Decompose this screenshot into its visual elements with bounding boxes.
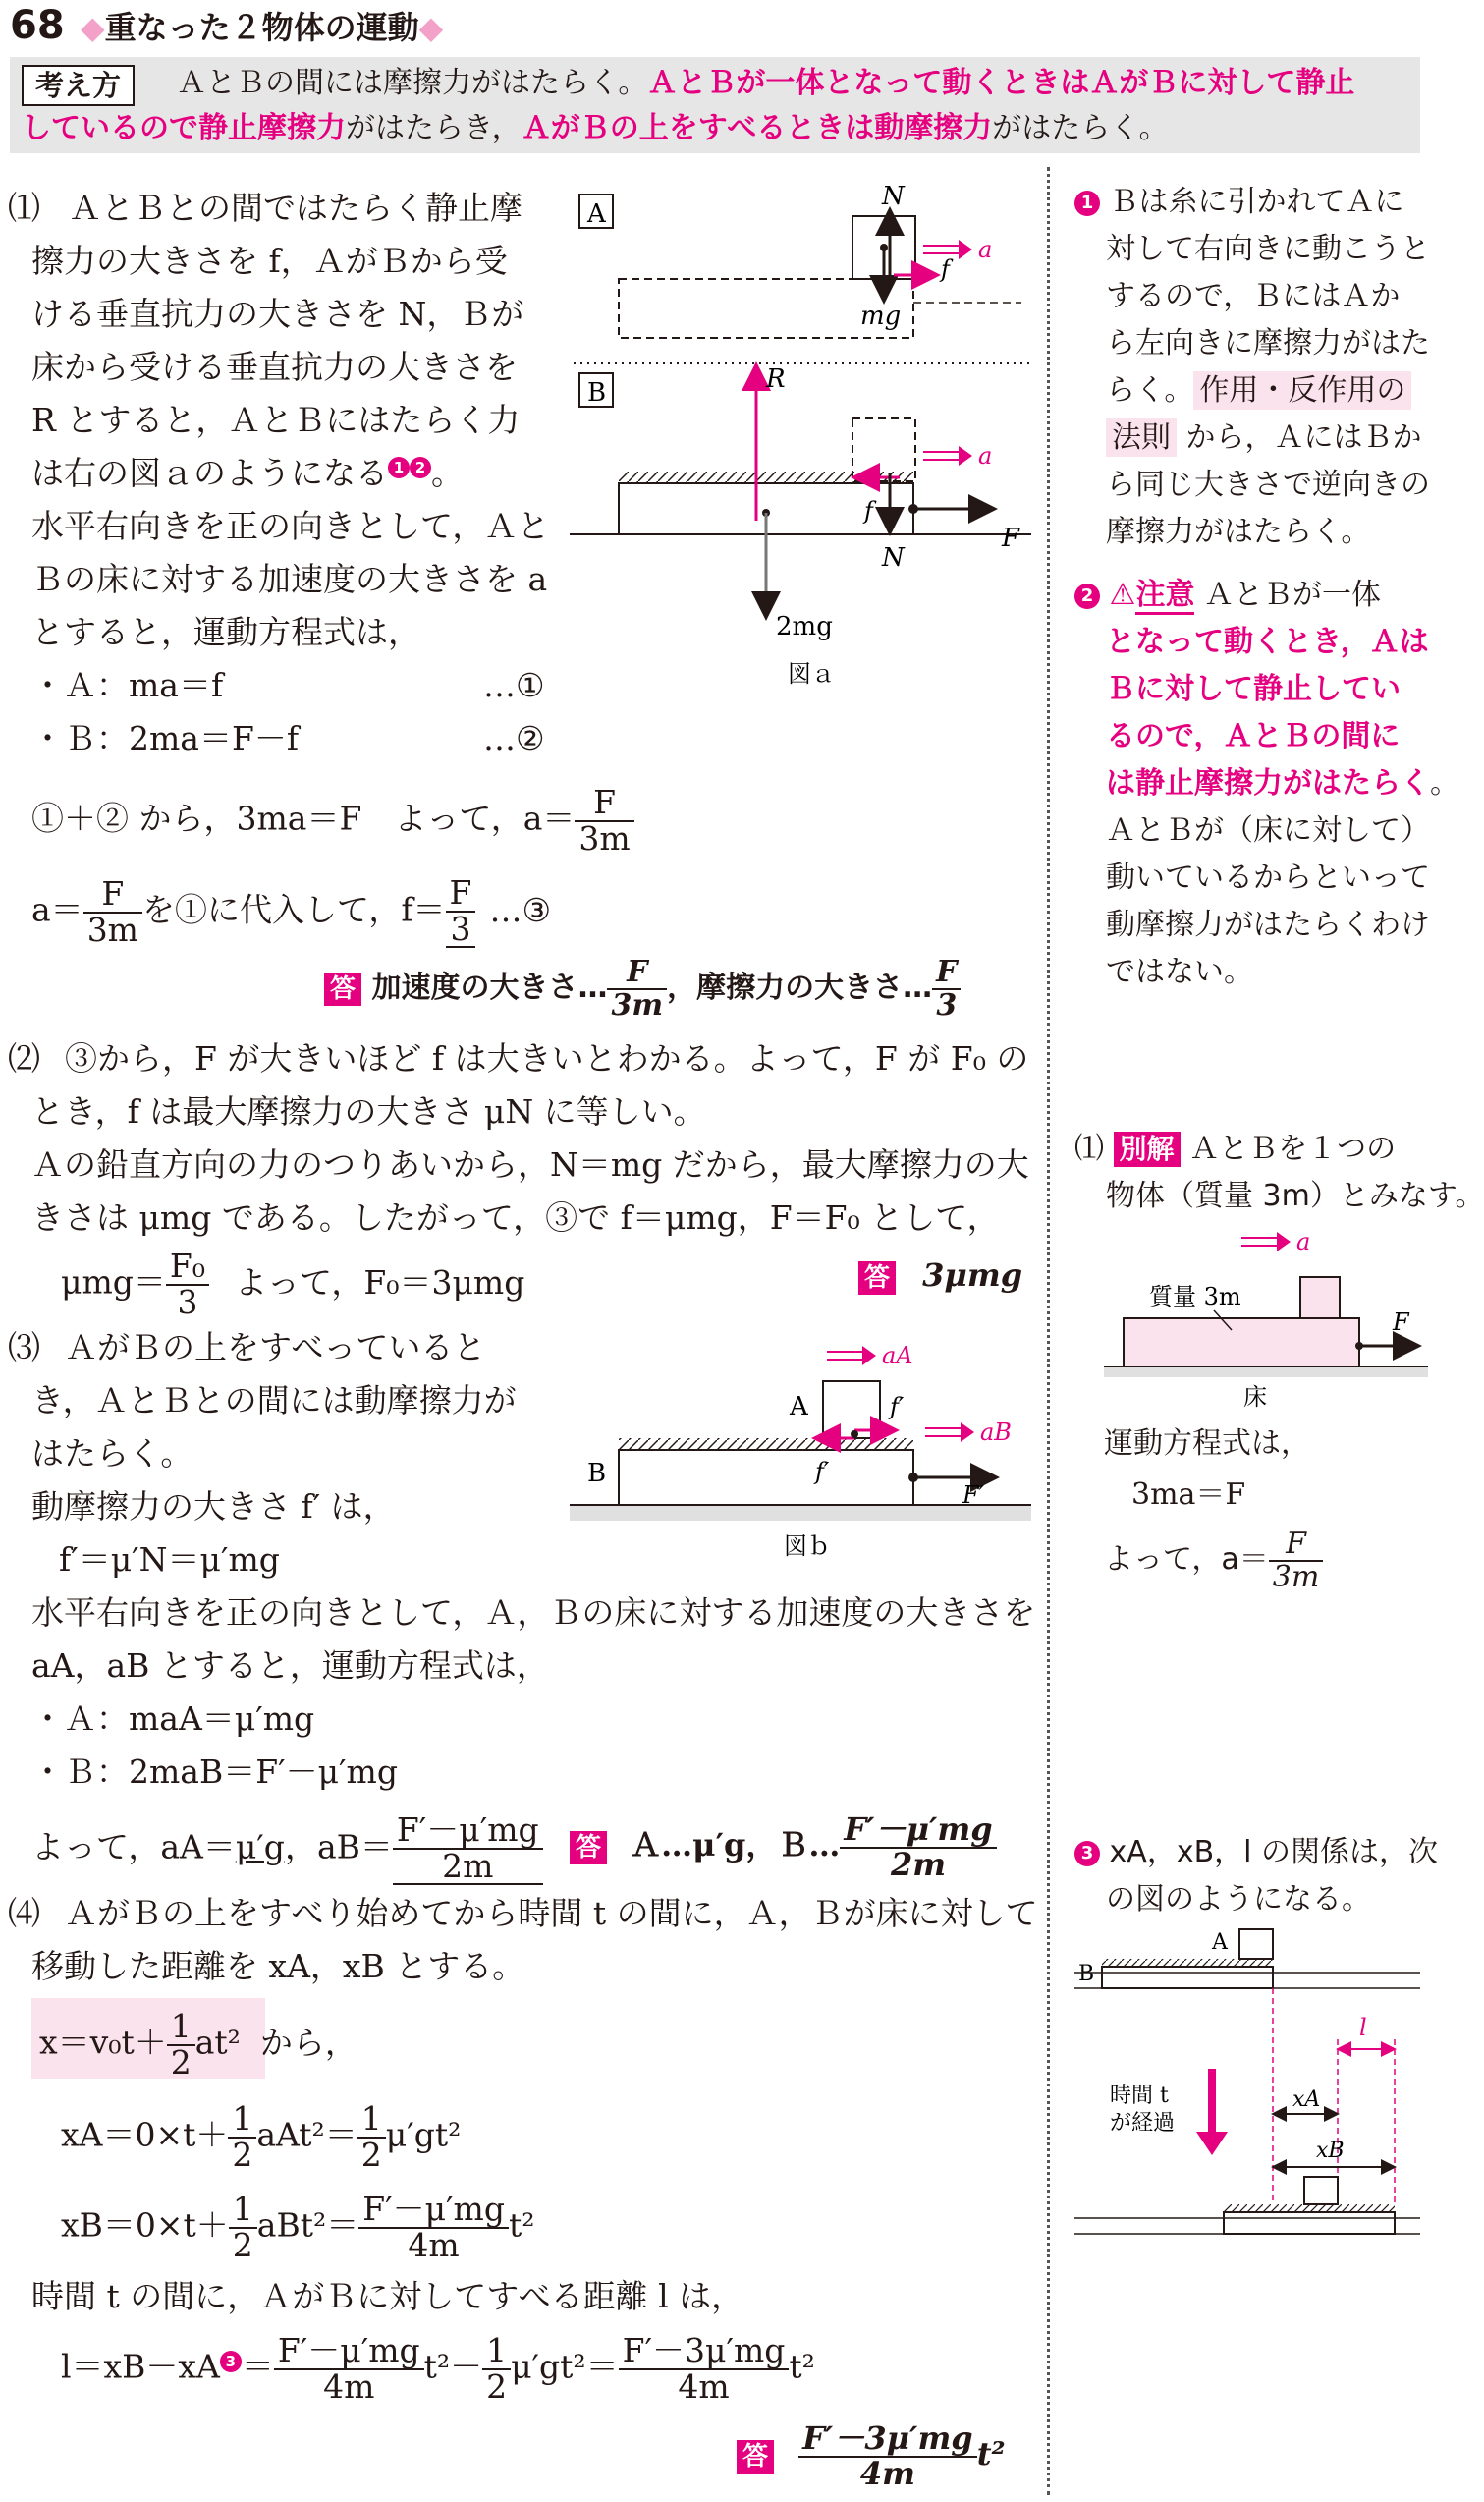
label-2mg: 2mg bbox=[776, 612, 833, 641]
fraction-num: F′－3μ′mg bbox=[798, 2422, 977, 2458]
side-note-text: 対して右向きに動こうと bbox=[1106, 232, 1430, 266]
fraction bbox=[357, 2099, 386, 2174]
answer-text: 3μmg bbox=[922, 1256, 1023, 1294]
answer-line bbox=[737, 2419, 1006, 2492]
side-note-num: ⑴ bbox=[1074, 1132, 1104, 1166]
hatch bbox=[1224, 2204, 1395, 2212]
answer-badge: 答 bbox=[858, 1261, 896, 1295]
problem-title-text: 重なった２物体の運動 bbox=[104, 9, 419, 46]
label-a-accel: a bbox=[978, 236, 993, 263]
text-line: R とすると，ＡとＢにはたらく力 bbox=[31, 401, 521, 439]
time-arrow-head bbox=[1196, 2132, 1228, 2155]
equation bbox=[1104, 1529, 1323, 1592]
fraction-num: 1 bbox=[229, 2193, 257, 2229]
answer-badge: 答 bbox=[324, 973, 361, 1006]
hint-label: 考え方 bbox=[22, 65, 135, 106]
label-r: R bbox=[766, 364, 786, 394]
label-F: F′ bbox=[962, 1481, 985, 1509]
side-note-highlight: 作用・反作用の bbox=[1193, 371, 1411, 410]
equation bbox=[31, 783, 634, 858]
block-a bbox=[1300, 1277, 1340, 1318]
text-line: ＡがＢの上をすべり始めてから時間 t の間に，Ａ，Ｂが床に対して bbox=[65, 1894, 1038, 1932]
label-a: A bbox=[1212, 1930, 1228, 1955]
text-line: はたらく。 bbox=[31, 1434, 193, 1473]
equation-number: …③ bbox=[489, 890, 552, 929]
fraction bbox=[166, 1247, 209, 1321]
side-note-text: 動摩擦力がはたらくわけ bbox=[1106, 908, 1430, 942]
text-line: 床から受ける垂直抗力の大きさを bbox=[31, 348, 518, 386]
warning-icon: ⚠ bbox=[1109, 578, 1136, 612]
label-a: A bbox=[587, 199, 606, 229]
text-line: ＡとＢとの間ではたらく静止摩 bbox=[69, 189, 522, 227]
equation: 3ma＝F bbox=[1131, 1477, 1246, 1512]
fraction-den: 2 bbox=[486, 2366, 508, 2406]
equation-number: …① bbox=[483, 666, 545, 704]
side-note-text: するので，ＢにはＡか bbox=[1106, 279, 1401, 313]
fraction bbox=[358, 2190, 509, 2264]
figure-a bbox=[570, 167, 1041, 697]
equation-text: x＝v₀t＋ bbox=[39, 2023, 167, 2062]
fraction-num: 1 bbox=[228, 2102, 256, 2139]
side-note-1-line bbox=[1106, 367, 1411, 415]
label-floor: 床 bbox=[1243, 1383, 1267, 1411]
label-time: が経過 bbox=[1110, 2111, 1176, 2136]
hint-text: がはたらき， bbox=[346, 111, 522, 145]
fraction bbox=[575, 783, 633, 858]
accel-arrow bbox=[1241, 1238, 1281, 1246]
equation bbox=[61, 2331, 815, 2406]
answer-badge: 答 bbox=[737, 2440, 774, 2474]
equation bbox=[39, 2007, 357, 2082]
block-b bbox=[619, 1450, 913, 1505]
equation-text: μmg＝ bbox=[61, 1262, 166, 1302]
equation-text: a＝ bbox=[31, 890, 83, 929]
alt-solution-badge: 別解 bbox=[1114, 1132, 1181, 1167]
side-note-text: xA，xB，l の関係は，次 bbox=[1109, 1835, 1439, 1869]
accel-b-arrow bbox=[925, 1428, 964, 1436]
label-n-b: N bbox=[882, 543, 905, 573]
label-f2: f′ bbox=[815, 1458, 830, 1485]
fraction bbox=[274, 2331, 424, 2406]
text-line: とすると，運動方程式は， bbox=[31, 613, 420, 651]
fraction bbox=[840, 1810, 996, 1883]
side-note-text: 動いているからといって bbox=[1106, 861, 1430, 895]
label-b: B bbox=[1078, 1962, 1095, 1986]
figure-caption: 図ａ bbox=[788, 660, 835, 688]
equation-text: から， bbox=[259, 2023, 357, 2062]
equation bbox=[31, 873, 552, 949]
fraction-den: 2 bbox=[232, 2135, 253, 2174]
text-line: Ｂの床に対する加速度の大きさを a bbox=[31, 560, 548, 598]
fraction-den: 4m bbox=[678, 2366, 730, 2406]
figure-displacement bbox=[1074, 1921, 1428, 2255]
fraction-num: 1 bbox=[167, 2010, 195, 2046]
answer-badge: 答 bbox=[570, 1831, 607, 1864]
point bbox=[851, 1430, 858, 1438]
side-note-2-line bbox=[1074, 572, 1381, 619]
figure-b bbox=[570, 1332, 1041, 1568]
side-note-text: 運動方程式は， bbox=[1104, 1426, 1310, 1461]
fraction-den: 3 bbox=[446, 913, 476, 949]
section-number: ⑶ bbox=[8, 1328, 40, 1366]
note-ref-badge: 1 bbox=[388, 457, 410, 478]
side-note-text: 摩擦力がはたらく。 bbox=[1106, 515, 1371, 549]
fraction bbox=[798, 2419, 977, 2492]
side-note-text: ＡとＢが（床に対して） bbox=[1106, 813, 1430, 848]
accel-a-arrow bbox=[827, 1352, 866, 1360]
text-line: とき，f は最大摩擦力の大きさ μN に等しい。 bbox=[31, 1092, 706, 1131]
equation bbox=[31, 1810, 543, 1885]
label-b: B bbox=[587, 1459, 607, 1488]
label-F: F bbox=[1002, 524, 1020, 553]
equation-text: t²－ bbox=[423, 2347, 483, 2386]
figure-alt bbox=[1104, 1228, 1428, 1411]
block-a-before bbox=[1239, 1929, 1273, 1959]
text-line: 動摩擦力の大きさ f′ は， bbox=[31, 1487, 396, 1526]
accel-arrow-b bbox=[923, 452, 962, 460]
side-note-text: から，ＡにはＢか bbox=[1185, 420, 1422, 455]
fraction-num: F′－μ′mg bbox=[274, 2334, 424, 2370]
side-note-text: 物体（質量 3m）とみなす。 bbox=[1106, 1179, 1484, 1213]
side-note-text: ではない。 bbox=[1106, 955, 1253, 989]
equation-text: t² bbox=[508, 2205, 535, 2245]
column-divider bbox=[1047, 167, 1050, 2495]
fraction-num: F bbox=[1269, 1529, 1324, 1562]
equation-text: ①＋② から，3ma＝F よって，a＝ bbox=[31, 799, 576, 838]
fraction-num: F′－μ′mg bbox=[393, 1813, 543, 1850]
label-f-b: f bbox=[864, 497, 873, 525]
text-line: 水平右向きを正の向きとして，Ａと bbox=[31, 507, 550, 545]
answer-text: 加速度の大きさ… bbox=[371, 971, 608, 1005]
label-F: F bbox=[1393, 1308, 1409, 1336]
side-note-text: Ｂは糸に引かれてＡに bbox=[1109, 185, 1404, 219]
equation-text: ，aB＝ bbox=[284, 1827, 393, 1866]
label-time: 時間 t bbox=[1110, 2084, 1169, 2108]
section-number: ⑷ bbox=[8, 1894, 40, 1932]
side-note-3-line bbox=[1074, 1126, 1396, 1173]
label-a: A bbox=[790, 1392, 808, 1421]
text-line: 時間 t の間に，ＡがＢに対してすべる距離 l は， bbox=[31, 2277, 744, 2315]
label-aA: aA bbox=[882, 1342, 913, 1369]
answer-text: ，摩擦力の大きさ… bbox=[667, 971, 933, 1005]
diamond-icon: ◆ bbox=[418, 9, 444, 46]
fraction-num: F bbox=[446, 876, 476, 913]
side-note-emph: るので，ＡとＢの間に bbox=[1106, 719, 1401, 753]
hatch bbox=[1102, 1959, 1273, 1967]
label-b: B bbox=[587, 378, 607, 408]
fraction-den: 3 bbox=[936, 987, 958, 1023]
answer-line bbox=[858, 1250, 1022, 1301]
text-line bbox=[31, 448, 464, 499]
equation-text: aAt²＝ bbox=[256, 2115, 357, 2154]
accel-arrow bbox=[923, 246, 962, 253]
note-ref-badge: 2 bbox=[410, 457, 431, 478]
equation-text: よって，aA＝ bbox=[31, 1827, 236, 1866]
equation-text: t² bbox=[789, 2347, 815, 2386]
fraction-num: F bbox=[575, 786, 633, 822]
side-note-4-line bbox=[1074, 1829, 1438, 1876]
fraction bbox=[167, 2007, 195, 2082]
fraction-den: 2m bbox=[393, 1850, 543, 1886]
text-line: ③から，F が大きいほど f は大きいとわかる。よって，F が F₀ の bbox=[65, 1039, 1029, 1078]
label-mass: 質量 3m bbox=[1149, 1283, 1241, 1310]
accel-arrow-head bbox=[959, 240, 972, 259]
figure-caption: 図ｂ bbox=[784, 1532, 831, 1560]
equation-text: μ′gt² bbox=[385, 2115, 462, 2154]
fraction-num: F′－3μ′mg bbox=[619, 2334, 790, 2370]
side-note-text: ら同じ大きさで逆向きの bbox=[1106, 468, 1430, 502]
fraction-den: 3m bbox=[611, 987, 664, 1023]
side-note-emph: となって動くとき，Ａは bbox=[1106, 625, 1429, 659]
note-ref-badge: 3 bbox=[220, 2351, 242, 2372]
equation: ・Ａ：ma＝f bbox=[31, 666, 224, 704]
equation: ・Ｂ：2ma＝F－f bbox=[31, 719, 300, 757]
answer-line bbox=[324, 957, 961, 1021]
fraction-num: F bbox=[932, 957, 961, 990]
equation-text: xA＝0×t＋ bbox=[61, 2115, 229, 2154]
fraction-num: F′－μ′mg bbox=[840, 1813, 996, 1849]
fraction-den: 2 bbox=[170, 2042, 192, 2082]
section-number: ⑴ bbox=[8, 189, 40, 227]
text-line: Ａの鉛直方向の力のつりあいから，N＝mg だから，最大摩擦力の大 bbox=[31, 1145, 1029, 1184]
fraction bbox=[619, 2331, 790, 2406]
equation-text: よって，a＝ bbox=[1104, 1542, 1269, 1577]
text-line-end: 。 bbox=[431, 454, 464, 492]
block-b-before bbox=[1102, 1967, 1273, 1988]
text-line: き，ＡとＢとの間には動摩擦力が bbox=[31, 1381, 517, 1419]
side-note-1-line bbox=[1106, 415, 1422, 462]
fraction-num: 1 bbox=[357, 2102, 386, 2139]
equation: ・Ｂ：2maB＝F′－μ′mg bbox=[31, 1752, 398, 1791]
side-note-text: 。 bbox=[1430, 766, 1459, 801]
hint-text-emph: ＡとＢが一体となって動くときはＡがＢに対して静止 bbox=[647, 66, 1355, 100]
fraction bbox=[229, 2190, 257, 2264]
label-a: a bbox=[1296, 1228, 1311, 1255]
accel-arrow-head bbox=[1277, 1232, 1291, 1251]
text-line: 擦力の大きさを f，ＡがＢから受 bbox=[31, 242, 508, 280]
equation bbox=[61, 2099, 462, 2174]
equation-text: at² bbox=[194, 2023, 241, 2062]
text-line-body: は右の図ａのようになる bbox=[31, 454, 388, 492]
equation-text: μ′gt²＝ bbox=[511, 2347, 619, 2386]
fraction-den: 3 bbox=[177, 1282, 198, 1321]
fraction bbox=[393, 1810, 543, 1885]
point bbox=[880, 244, 888, 251]
label-a-accel-b: a bbox=[978, 442, 993, 470]
side-note-emph: Ｂに対して静止してい bbox=[1106, 672, 1401, 706]
fraction-den: 4m bbox=[408, 2225, 460, 2264]
text-line: きさは μmg である。したがって，③で f＝μmg，F＝F₀ として， bbox=[31, 1198, 1000, 1237]
label-xB: xB bbox=[1316, 2139, 1345, 2163]
section-number: ⑵ bbox=[8, 1039, 40, 1078]
hint-line-1 bbox=[177, 61, 1354, 106]
fraction bbox=[607, 957, 667, 1021]
note-ref-badge: 1 bbox=[1074, 191, 1100, 216]
fraction-num: F bbox=[83, 877, 142, 914]
equation-text: aBt²＝ bbox=[256, 2205, 359, 2245]
diamond-icon: ◆ bbox=[81, 9, 105, 46]
label-f1: f′ bbox=[890, 1393, 905, 1420]
equation-text: ＝ bbox=[241, 2347, 274, 2386]
hatch bbox=[619, 1438, 913, 1450]
block-a-after bbox=[1304, 2177, 1338, 2204]
fraction-den: 3m bbox=[1272, 1559, 1320, 1594]
fraction-den: 3m bbox=[578, 818, 631, 858]
equation: ・Ａ：maA＝μ′mg bbox=[31, 1699, 315, 1738]
side-note-text: ＡとＢが一体 bbox=[1204, 578, 1381, 612]
side-note-emph: は静止摩擦力がはたらく bbox=[1106, 766, 1430, 801]
block-b-after bbox=[1224, 2212, 1395, 2234]
hint-text: ＡとＢの間には摩擦力がはたらく。 bbox=[177, 66, 648, 100]
hint-line-2 bbox=[22, 106, 1169, 151]
side-note-text: の図のようになる。 bbox=[1106, 1882, 1371, 1917]
accel-arrow-head bbox=[862, 1346, 876, 1365]
side-note-text: ＡとＢを１つの bbox=[1189, 1132, 1397, 1166]
equation-text: よって，F₀＝3μmg bbox=[235, 1262, 525, 1302]
fraction-den: 3m bbox=[86, 910, 138, 949]
side-note-1-line bbox=[1074, 179, 1404, 226]
hint-text-emph: しているので静止摩擦力 bbox=[22, 111, 346, 145]
accel-arrow-head bbox=[961, 1422, 974, 1442]
fraction bbox=[228, 2099, 256, 2174]
side-note-text: ら左向きに摩擦力がはた bbox=[1106, 326, 1430, 361]
fraction-num: F bbox=[607, 957, 667, 990]
fraction-den: 2 bbox=[360, 2135, 382, 2174]
problem-title bbox=[81, 6, 443, 49]
side-note-text: らく。 bbox=[1106, 373, 1194, 408]
block-b bbox=[1124, 1318, 1359, 1367]
equation: f′＝μ′N＝μ′mg bbox=[59, 1540, 280, 1579]
fraction bbox=[482, 2331, 511, 2406]
equation-text: μ′g bbox=[235, 1827, 285, 1866]
fraction-den: 2 bbox=[232, 2225, 253, 2264]
fraction bbox=[83, 874, 142, 949]
equation bbox=[61, 2190, 535, 2264]
note-ref-badge: 2 bbox=[1074, 584, 1100, 609]
label-mg: mg bbox=[860, 302, 902, 331]
side-note-highlight: 法則 bbox=[1106, 418, 1177, 457]
fraction-num: F′－μ′mg bbox=[358, 2193, 509, 2229]
problem-number: 68 bbox=[10, 3, 65, 48]
label-n: N bbox=[882, 182, 905, 211]
equation-text: l＝xB－xA bbox=[61, 2347, 220, 2386]
fraction-num: 1 bbox=[482, 2334, 511, 2370]
label-f: f bbox=[941, 255, 950, 283]
text-line: aA，aB とすると，運動方程式は， bbox=[31, 1646, 549, 1685]
fraction-num: F₀ bbox=[166, 1250, 209, 1286]
hint-text-emph: ＡがＢの上をすべるときは動摩擦力 bbox=[521, 111, 993, 145]
warning-label: 注意 bbox=[1135, 578, 1194, 615]
hint-text: がはたらく。 bbox=[992, 111, 1169, 145]
answer-text: t² bbox=[976, 2435, 1006, 2474]
equation-text: を①に代入して，f＝ bbox=[141, 890, 446, 929]
answer-text: Ａ…μ′g，Ｂ… bbox=[630, 1826, 841, 1864]
fraction-den: 2m bbox=[890, 1845, 947, 1883]
fraction-den: 4m bbox=[859, 2454, 915, 2492]
equation-text: xB＝0×t＋ bbox=[61, 2205, 229, 2245]
fraction-den: 4m bbox=[323, 2366, 375, 2406]
floor-fill bbox=[1104, 1367, 1428, 1377]
label-aB: aB bbox=[980, 1418, 1012, 1446]
side-note-2-line bbox=[1106, 760, 1459, 807]
text-line: ける垂直抗力の大きさを N，Ｂが bbox=[31, 295, 524, 333]
label-l: l bbox=[1359, 2014, 1367, 2041]
equation bbox=[61, 1247, 525, 1321]
text-line: ＡがＢの上をすべっていると bbox=[65, 1328, 486, 1366]
fraction bbox=[932, 957, 961, 1021]
accel-arrow-head bbox=[959, 446, 972, 466]
text-line: 水平右向きを正の向きとして，Ａ，Ｂの床に対する加速度の大きさを bbox=[31, 1593, 1036, 1632]
text-line: 移動した距離を xA，xB とする。 bbox=[31, 1947, 525, 1985]
label-xA: xA bbox=[1292, 2087, 1321, 2112]
note-ref-badge: 3 bbox=[1074, 1841, 1100, 1866]
equation-number: …② bbox=[483, 719, 545, 757]
fraction bbox=[446, 873, 476, 948]
fraction bbox=[1269, 1529, 1324, 1592]
answer-line bbox=[570, 1810, 997, 1883]
